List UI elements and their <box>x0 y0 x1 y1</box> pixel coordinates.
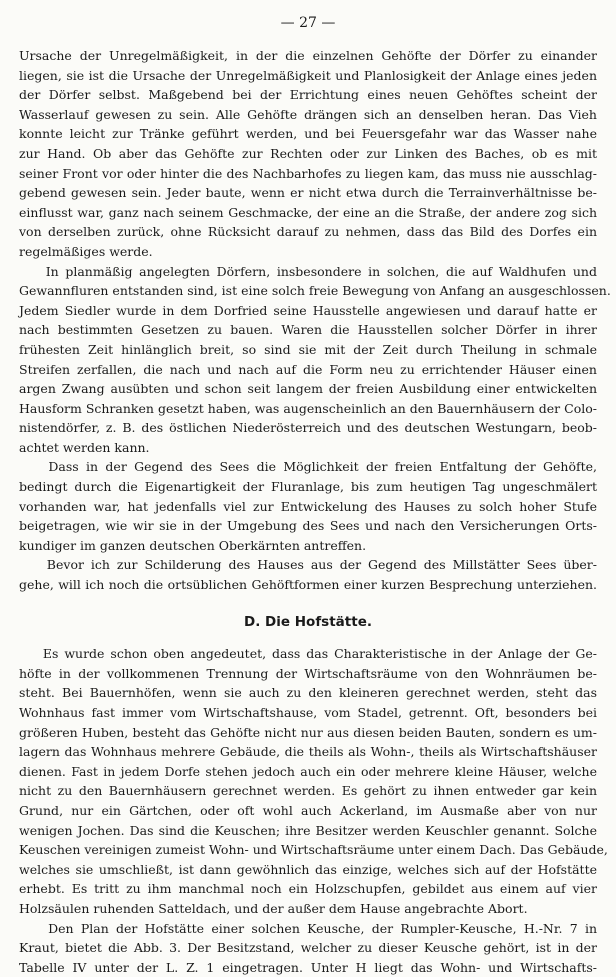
text-line: Es wurde schon oben angedeutet, dass das Charakteristische in der Anlage der Ge- <box>19 646 597 662</box>
text-line: beigetragen, wie wir sie in der Umgebung des Sees und nach den Versicherungen Orts- <box>19 518 597 534</box>
text-line: zur Hand. Ob aber das Gehöfte zur Rechten oder zur Linken des Baches, ob es mit <box>19 145 597 161</box>
page-number: — 27 — <box>280 15 336 31</box>
text-line: argen Zwang ausübten und schon seit langem der freien Ausbildung einer entwickelten <box>19 381 597 397</box>
text-line: Ursache der Unregelmäßigkeit, in der die einzelnen Gehöfte der Dörfer zu einander <box>19 48 597 63</box>
text-line: Hausform Schranken gesetzt haben, was augenscheinlich an den Bauernhäusern der Colo- <box>19 400 597 416</box>
text-line: Holzsäulen ruhenden Satteldach, und der außer dem Hause angebrachte Abort. <box>19 900 528 916</box>
text-line: größeren Huben, besteht das Gehöfte nicht nur aus diesen beiden Bauten, sondern es um- <box>19 724 597 740</box>
text-line: lagern das Wohnhaus mehrere Gebäude, die theils als Wohn-, theils als Wirtschaftshäuser <box>19 744 597 760</box>
text-line: dienen. Fast in jedem Dorfe stehen jedoch auch ein oder mehrere kleine Häuser, welche <box>19 763 597 779</box>
text-line: steht. Bei Bauernhöfen, wenn sie auch zu den kleineren gerechnet werden, steht das <box>19 685 597 701</box>
text-line: erhebt. Es tritt zu ihm manchmal noch ein Holzschupfen, gebildet aus einem auf vier <box>19 881 597 897</box>
text-line: welches sie umschließt, ist dann gewöhnlich das einzige, welches sich auf der Hofstätte <box>19 861 597 877</box>
text-line: In planmäßig angelegten Dörfern, insbesondere in solchen, die auf Waldhufen und <box>19 263 597 279</box>
text-line: Gewannfluren entstanden sind, ist eine solch freie Bewegung von Anfang an ausgeschlossen. <box>19 283 611 299</box>
text-line: konnte leicht zur Tränke geführt werden, und bei Feuersgefahr war das Wasser nahe <box>19 126 597 142</box>
text-line: wenigen Jochen. Das sind die Keuschen; ihre Besitzer werden Keuschler genannt. Solche <box>19 822 597 838</box>
text-line: nistendörfer, z. B. des östlichen Niederösterreich und des deutschen Westungarn, beob- <box>19 420 597 436</box>
text-before-heading <box>19 46 611 595</box>
text-line: Wohnhaus fast immer vom Wirtschaftshause, vom Stadel, getrennt. Oft, besonders bei <box>19 705 597 720</box>
text-line: gehe, will ich noch die ortsüblichen Gehöftformen einer kurzen Besprechung unterziehen. <box>19 577 597 593</box>
text-line: höfte in der vollkommenen Trennung der Wirtschaftsräume von den Wohnräumen be- <box>19 665 597 681</box>
text-line: Dass in der Gegend des Sees die Möglichkeit der freien Entfaltung der Gehöfte, <box>19 459 597 475</box>
text-line: Jedem Siedler wurde in dem Dorfried seine Hausstelle angewiesen und darauf hatte er <box>19 302 597 318</box>
text-after-heading <box>19 644 608 977</box>
text-line: gebend gewesen sein. Jeder baute, wenn er nicht etwa durch die Terrainverhältnisse be- <box>19 185 597 201</box>
text-line: achtet werden kann. <box>19 439 150 455</box>
text-line: seiner Front vor oder hinter die des Nachbarhofes zu liegen kam, das muss nie ausschlag- <box>19 165 597 181</box>
text-line: Keuschen vereinigen zumeist Wohn- und Wirtschaftsräume unter einem Dach. Das Gebäude, <box>19 842 608 858</box>
text-line: der Dörfer selbst. Maßgebend bei der Errichtung eines neuen Gehöftes scheint der <box>19 87 597 103</box>
body-text <box>19 46 611 977</box>
text-line: einflusst war, ganz nach seinem Geschmacke, der eine an die Straße, der andere zog sich <box>19 204 597 220</box>
text-line: nach bestimmten Gesetzen zu bauen. Waren die Hausstellen solcher Dörfer in ihrer <box>19 322 597 338</box>
text-line: Kraut, bietet die Abb. 3. Der Besitzstand, welcher zu dieser Keusche gehört, ist in der <box>19 940 597 956</box>
section-heading: D. Die Hofstätte. <box>244 613 372 630</box>
text-line: kundiger im ganzen deutschen Oberkärnten antreffen. <box>19 537 367 553</box>
text-line: vorhanden war, hat jedenfalls viel zur Entwickelung des Hauses zu solch hoher Stufe <box>19 498 597 514</box>
text-line: Streifen zerfallen, die nach und nach auf die Form neu zu errichtender Häuser einen <box>19 361 597 377</box>
text-line: Tabelle IV unter der L. Z. 1 eingetragen. Unter H liegt das Wohn- und Wirtschafts- <box>19 959 597 975</box>
text-line: frühesten Zeit hinlänglich breit, so sind sie mit der Zeit durch Theilung in schmale <box>19 341 597 357</box>
text-line: bedingt durch die Eigenartigkeit der Fluranlage, bis zum heutigen Tag ungeschmälert <box>19 479 597 495</box>
text-line: nicht zu den Bauernhäusern gerechnet werden. Es gehört zu ihnen entweder gar kein <box>19 783 597 799</box>
text-line: Bevor ich zur Schilderung des Hauses aus der Gegend des Millstätter Sees über- <box>19 557 597 573</box>
text-line: Wasserlauf gewesen zu sein. Alle Gehöfte drängen sich an denselben heran. Das Vieh <box>19 106 597 122</box>
text-line: regelmäßiges werde. <box>19 243 153 259</box>
text-line: von derselben zurück, ohne Rücksicht darauf zu nehmen, dass das Bild des Dorfes ein <box>19 224 597 240</box>
text-line: Grund, nur ein Gärtchen, oder oft wohl auch Ackerland, im Ausmaße aber von nur <box>19 802 597 818</box>
text-line: Den Plan der Hofstätte einer solchen Keusche, der Rumpler-Keusche, H.-Nr. 7 in <box>19 920 597 936</box>
text-line: liegen, sie ist die Ursache der Unregelmäßigkeit und Planlosigkeit der Anlage eines jeden <box>19 67 597 83</box>
